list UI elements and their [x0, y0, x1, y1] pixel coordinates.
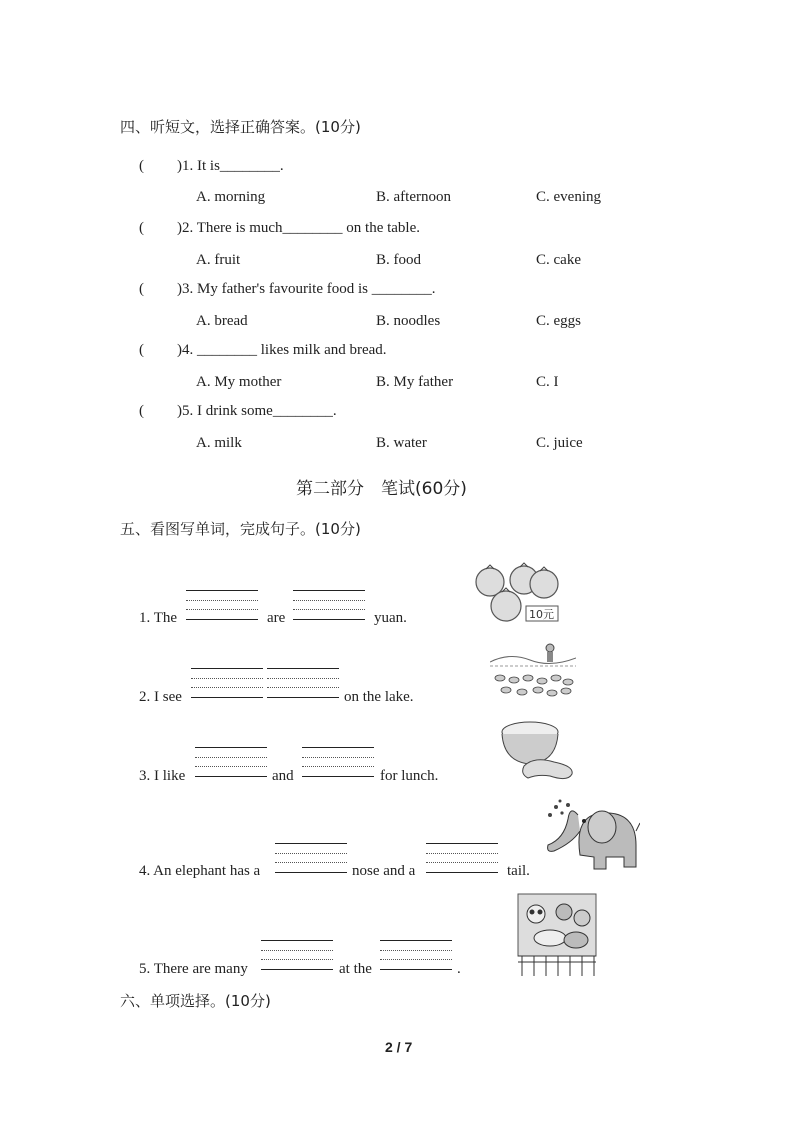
option-c[interactable]: C. juice — [536, 435, 583, 451]
option-b[interactable]: B. My father — [376, 374, 454, 390]
oranges-picture — [472, 562, 564, 626]
write-blank[interactable] — [191, 668, 263, 698]
sentence5-part-b: at the — [339, 961, 372, 977]
write-blank[interactable] — [293, 590, 365, 620]
ducks-on-lake-picture — [490, 640, 576, 700]
sentence2-part-a: 2. I see — [139, 689, 182, 705]
answer-paren[interactable]: ( — [139, 403, 144, 419]
answer-paren[interactable]: ( — [139, 220, 144, 236]
question-text: )1. It is________. — [177, 158, 284, 174]
sentence1-part-a: 1. The — [139, 610, 178, 626]
write-blank[interactable] — [380, 940, 452, 970]
option-c[interactable]: C. eggs — [536, 313, 581, 329]
option-b[interactable]: B. afternoon — [376, 189, 451, 205]
part2-title: 第二部分 笔试(60分) — [296, 479, 467, 499]
rice-and-chicken-picture — [498, 718, 578, 782]
option-a[interactable]: A. milk — [196, 435, 242, 451]
option-c[interactable]: C. I — [536, 374, 559, 390]
question-text: )4. ________ likes milk and bread. — [177, 342, 387, 358]
sentence3-part-c: for lunch. — [380, 768, 439, 784]
section6-header: 六、单项选择。(10分) — [120, 992, 271, 1010]
sentence4-part-c: tail. — [507, 863, 530, 879]
write-blank[interactable] — [261, 940, 333, 970]
sentence3-part-a: 3. I like — [139, 768, 186, 784]
sentence5-part-c: . — [457, 961, 461, 977]
section5-header: 五、看图写单词，完成句子。(10分) — [120, 520, 361, 538]
option-a[interactable]: A. My mother — [196, 374, 282, 390]
write-blank[interactable] — [195, 747, 267, 777]
option-a[interactable]: A. fruit — [196, 252, 241, 268]
sentence4-part-b: nose and a — [352, 863, 416, 879]
option-b[interactable]: B. noodles — [376, 313, 441, 329]
elephant-picture — [540, 795, 640, 875]
sentence2-part-b: on the lake. — [344, 689, 414, 705]
write-blank[interactable] — [275, 843, 347, 873]
answer-paren[interactable]: ( — [139, 342, 144, 358]
sentence5-part-a: 5. There are many — [139, 961, 248, 977]
write-blank[interactable] — [426, 843, 498, 873]
option-b[interactable]: B. food — [376, 252, 421, 268]
question-text: )5. I drink some________. — [177, 403, 337, 419]
option-a[interactable]: A. morning — [196, 189, 266, 205]
option-c[interactable]: C. cake — [536, 252, 581, 268]
question-text: )3. My father's favourite food is ________. — [177, 281, 436, 297]
page-number: 2 / 7 — [385, 1039, 413, 1055]
option-b[interactable]: B. water — [376, 435, 427, 451]
question-text: )2. There is much________ on the table. — [177, 220, 421, 236]
sentence4-part-a: 4. An elephant has a — [139, 863, 261, 879]
answer-paren[interactable]: ( — [139, 281, 144, 297]
write-blank[interactable] — [186, 590, 258, 620]
price-tag: 10元 — [529, 608, 554, 621]
section4-header: 四、听短文，选择正确答案。(10分) — [120, 118, 361, 136]
write-blank[interactable] — [302, 747, 374, 777]
sentence1-part-c: yuan. — [374, 610, 407, 626]
sentence3-part-b: and — [272, 768, 294, 784]
option-a[interactable]: A. bread — [196, 313, 248, 329]
answer-paren[interactable]: ( — [139, 158, 144, 174]
write-blank[interactable] — [267, 668, 339, 698]
zoo-animals-picture — [516, 892, 598, 976]
option-c[interactable]: C. evening — [536, 189, 601, 205]
sentence1-part-b: are — [267, 610, 286, 626]
